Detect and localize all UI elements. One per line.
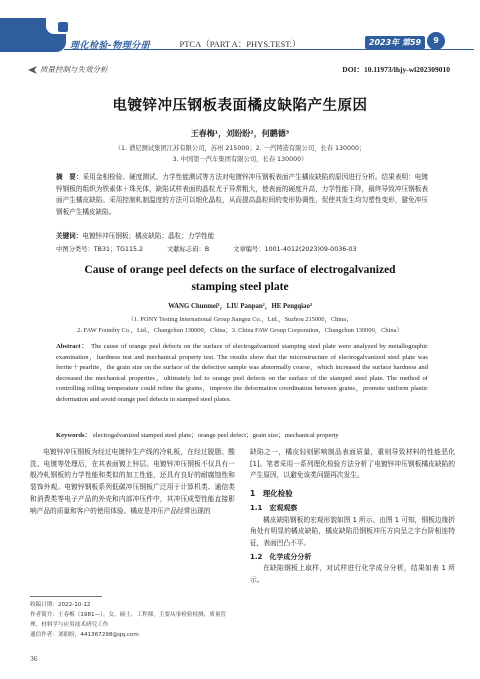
journal-name: PTCA（PART A：PHYS.TEST.）	[179, 39, 301, 49]
section-tag-label: 质量控制与失效分析	[40, 65, 108, 74]
body-column-left	[30, 447, 235, 517]
title-en	[0, 262, 480, 296]
affiliation-cn-line: 3. 中国第一汽车集团有限公司，长春 130000）	[172, 156, 308, 163]
keywords-cn	[56, 230, 428, 240]
affiliations-cn	[0, 143, 480, 165]
affiliation-en-line: 2. FAW Foundry Co.，Ltd.，Changchun 130000，China；3. China FAW Group Corporation，Changchun 130000，China）	[77, 327, 403, 334]
journal-header	[0, 0, 480, 60]
issue-badge: 9	[427, 32, 445, 50]
footnote-rule	[30, 596, 102, 597]
abstract-en	[56, 342, 428, 406]
body-column-right	[250, 447, 455, 587]
clc-number: 中图分类号：TB31；TG115.2	[56, 246, 144, 253]
affiliation-cn-line: （1. 谱尼测试集团江苏有限公司，苏州 215000；2. 一汽铸造有限公司，长春 130000；	[114, 145, 366, 152]
abstract-en-label: Abstract：	[56, 343, 89, 350]
corresponding-author: 通信作者：刘盼盼，441367298@qq.com	[30, 632, 139, 638]
affiliations-en	[0, 314, 480, 336]
body-paragraph: 在缺陷钢板上取样，对试样进行化学成分分析，结果如表 1 所示。	[250, 564, 455, 585]
footnote	[30, 600, 235, 640]
title-en-line: stamping steel plate	[191, 281, 289, 293]
abstract-cn-text: 采用金相检验、硬度测试、力学性能测试等方法对电镀锌冲压钢板表面产生橘皮缺陷的原因进行分析。结果表明：电镀锌钢板的组织为铁素体＋珠光体，缺陷试样表面的晶粒尤于异常粗大，使表面的硬度升高，力学性能下降，最终导致冲压钢板表面产生橘皮缺陷。采用控制轧制温度的方法可以细化晶粒，从而提高晶粒间的变形协调性，促使其发生均匀塑性变形，避免冲压钢板产生橘皮缺陷。	[56, 173, 429, 216]
keywords-en-label: Keywords：	[56, 432, 92, 439]
authors-cn: 王春梅¹，刘盼盼²，何鹏德³	[190, 129, 290, 138]
received-date: 收稿日期：2022-10-12	[30, 602, 91, 608]
year-volume-badge: 2023年 第59卷	[365, 36, 425, 49]
section-heading: 1 理化检验	[250, 489, 293, 499]
title-cn: 电镀锌冲压钢板表面橘皮缺陷产生原因	[112, 98, 368, 114]
keywords-en	[56, 429, 428, 439]
title-en-line: Cause of orange peel defects on the surface of electrogalvanized	[84, 264, 396, 276]
body-paragraph: 电镀锌冲压钢板为经过电镀锌生产线的冷轧板，在经过脱脂、酸洗、电镀等处理后，在其表面镀上锌层。电镀锌冲压钢板不仅具有一般冷轧钢板的力学性能和类似的加工性能，还具有良好的耐腐蚀性和装饰外观。电镀锌钢板系列低碳冲压钢板广泛用于计算机类、通信类和消费类等电子产品的外壳和内部冲压件中，其冲压成型性能直接影响产品的质量和客户的使用体验。橘皮是冲压产品经常出现的	[30, 448, 235, 515]
body-paragraph: 橘皮缺陷钢板的宏观形貌如图 1 所示。由图 1 可知，钢板边缘折角处有明显的橘皮缺陷，橘皮缺陷沿钢板冲压方向呈之字台阶相连特征，表面凹凸不平。	[250, 515, 455, 547]
journal-series: 理化检验-物理分册	[70, 41, 151, 51]
keywords-cn-label: 关键词：	[56, 232, 83, 240]
subsection-heading: 1.2 化学成分分析	[250, 552, 312, 561]
abstract-cn	[56, 172, 428, 218]
classification-cn	[56, 244, 428, 253]
abstract-cn-label: 摘 要：	[56, 173, 83, 181]
page-number: 36	[30, 654, 38, 663]
subsection-heading: 1.1 宏观观察	[250, 503, 298, 512]
arrow-marker-icon	[28, 66, 37, 74]
article-number: 文章编号：1001-4012(2023)09-0036-03	[233, 246, 357, 253]
keywords-cn-text: 电镀锌冲压钢板；橘皮缺陷；晶粒；力学性能	[82, 232, 215, 240]
affiliation-en-line: （1. PONY Testing International Group Jiangsu Co.，Ltd.，Suzhou 215000，China；	[127, 316, 353, 323]
abstract-en-text: The cause of orange peel defects on the surface of electrogalvanized stamping steel plate were analyzed by metallographic examination，hardness test and mechanical property test. The results show that the microstructure of electrogalvanized steel plate was ferrite＋pearlite，the grain size on the surface of the defective sample was abnormally coarse，which increased the surface hardness and decreased the mechanical properties，ultimately led to orange peel defects on the surface of the stamped steel plate. The method of controlling rolling temperature could refine the grains，improve the deformation coordination between grains，promote uniform plastic deformation and avoid orange peel defects in stamped steel plates.	[56, 343, 428, 403]
authors-en: WANG Chunmei¹，LIU Panpan²，HE Pengqiao³	[168, 303, 312, 310]
journal-logo-square	[58, 22, 68, 32]
author-intro: 作者简介：王春梅（1981—），女，硕士，工程师，主要从事检验检测、质量管理、材料学与应用技术研究工作	[30, 612, 227, 628]
keywords-en-text: electrogalvanized stamped steel plate；orange peel defect；grain size；mechanical property	[92, 432, 339, 439]
body-paragraph: 缺陷之一，橘皮轻则影响制品表面质量，重则导致材料的性能恶化[1]。笔者采用一系列理化检验方法分析了电镀锌冲压钢板橘皮缺陷的产生原因，以避免该类问题再次发生。	[250, 448, 455, 480]
doi: DOI：10.11973/lhjy-wl202309010	[342, 65, 450, 74]
document-code: 文献标志码：B	[167, 246, 210, 253]
section-tag	[28, 64, 108, 75]
